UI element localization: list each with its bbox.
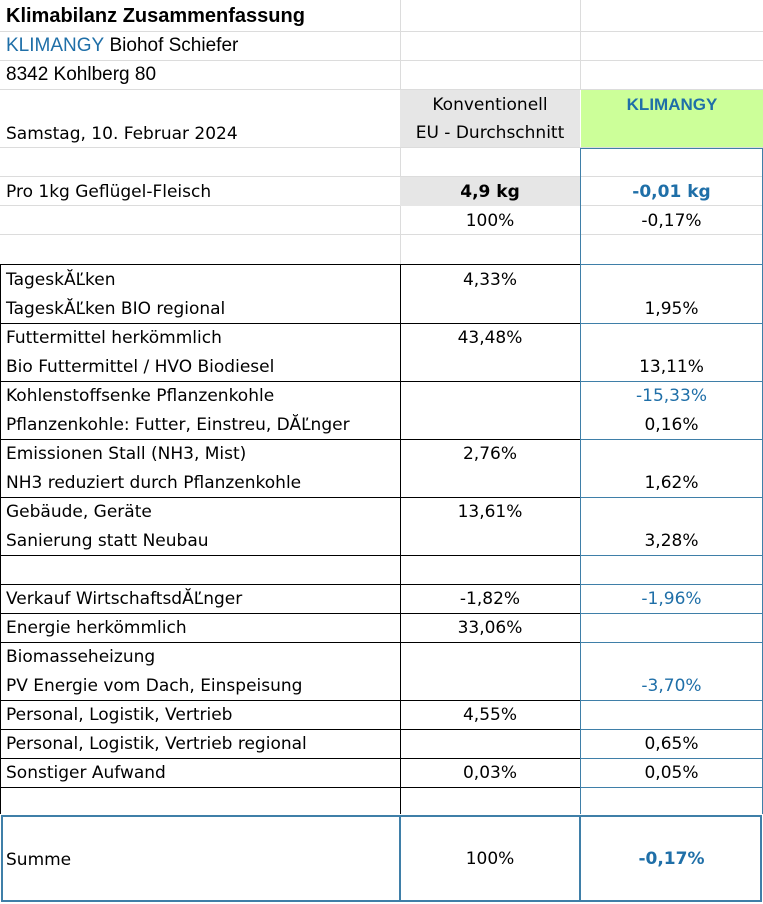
row-klimangy-cell: [580, 410, 763, 439]
company-cell: [0, 31, 400, 60]
address-cell: [0, 60, 400, 89]
row-klimangy-value: 3,28%: [644, 530, 699, 551]
table-row: [0, 294, 763, 323]
row-separator: [580, 439, 763, 440]
row-conventional-cell: [400, 352, 580, 381]
row-separator: [0, 613, 580, 614]
row-conventional-cell: [400, 323, 580, 352]
border-line: [400, 264, 401, 814]
row-conventional-value: 4,55%: [462, 704, 517, 725]
row-klimangy-value: 1,62%: [644, 472, 699, 493]
row-klimangy-cell: [580, 642, 763, 671]
row-klimangy-value: 0,65%: [644, 733, 699, 754]
row-conventional-value: 2,76%: [462, 443, 517, 464]
row-conventional-value: 13,61%: [457, 501, 523, 522]
row-klimangy-cell: [580, 729, 763, 758]
row-separator: [0, 381, 580, 382]
table-row: [0, 555, 763, 584]
row-separator: [0, 729, 580, 730]
row-label: TageskĂĽken BIO regional: [6, 298, 226, 319]
row-separator: [580, 381, 763, 382]
row-separator: [0, 323, 580, 324]
row-label-cell: [0, 410, 400, 439]
table-row: [0, 526, 763, 555]
address-row: [0, 60, 763, 89]
per-kg-conventional-pct: 100%: [465, 210, 515, 231]
row-klimangy-cell: [580, 584, 763, 613]
row-klimangy-cell: [580, 758, 763, 787]
row-label: Bio Futtermittel / HVO Biodiesel: [6, 356, 275, 377]
table-row: [0, 787, 763, 816]
row-conventional-value: 33,06%: [457, 617, 523, 638]
row-klimangy-cell: [580, 381, 763, 410]
per-kg-klimangy: -0,01 kg: [632, 181, 711, 202]
table-row: [0, 439, 763, 468]
row-conventional-cell: [400, 468, 580, 497]
row-separator: [0, 787, 580, 788]
border-line: [580, 148, 581, 814]
row-label: Emissionen Stall (NH3, Mist): [6, 443, 247, 464]
row-klimangy-cell: [580, 613, 763, 642]
row-label-cell: [0, 265, 400, 294]
summary-klimangy: -0,17%: [638, 849, 705, 869]
row-label: Gebäude, Geräte: [6, 501, 152, 522]
row-conventional-cell: [400, 729, 580, 758]
border-line: [0, 264, 580, 265]
row-klimangy-cell: [580, 294, 763, 323]
row-conventional-cell: [400, 526, 580, 555]
row-separator: [0, 700, 580, 701]
row-klimangy-cell: [580, 265, 763, 294]
row-separator: [0, 439, 580, 440]
date-cell: [0, 119, 400, 148]
row-separator: [0, 642, 580, 643]
row-separator: [0, 584, 580, 585]
row-label-cell: [0, 294, 400, 323]
row-klimangy-cell: [580, 526, 763, 555]
row-conventional-cell: [400, 294, 580, 323]
table-row: [0, 671, 763, 700]
row-label-cell: [0, 758, 400, 787]
row-label: NH3 reduziert durch Pflanzenkohle: [6, 472, 302, 493]
row-klimangy-value: -1,96%: [641, 588, 702, 609]
row-klimangy-cell: [580, 787, 763, 816]
row-label-cell: [0, 352, 400, 381]
summary-conventional: 100%: [465, 849, 515, 869]
row-conventional-cell: [400, 439, 580, 468]
row-conventional-cell: [400, 381, 580, 410]
row-separator: [0, 555, 580, 556]
row-klimangy-cell: [580, 555, 763, 584]
row-conventional-cell: [400, 584, 580, 613]
table-row: [0, 323, 763, 352]
row-conventional-value: 43,48%: [457, 327, 523, 348]
table-row: [0, 613, 763, 642]
row-conventional-cell: [400, 758, 580, 787]
row-label: Personal, Logistik, Vertrieb regional: [6, 733, 307, 754]
row-label: Kohlenstoffsenke Pflanzenkohle: [6, 385, 275, 406]
row-klimangy-cell: [580, 671, 763, 700]
title-row: [0, 2, 763, 31]
row-klimangy-value: 1,95%: [644, 298, 699, 319]
row-separator: [580, 787, 763, 788]
table-row: [0, 410, 763, 439]
table-row: [0, 642, 763, 671]
summary-border: [1, 815, 762, 902]
row-conventional-cell: [400, 265, 580, 294]
row-label-cell: [0, 555, 400, 584]
per-kg-row: [0, 177, 763, 206]
row-klimangy-value: 0,05%: [644, 762, 699, 783]
row-separator: [580, 323, 763, 324]
row-separator: [580, 555, 763, 556]
per-kg-klimangy-cell: [580, 177, 763, 206]
title-cell: [0, 2, 400, 31]
row-label: Sonstiger Aufwand: [6, 762, 166, 783]
border-line: [580, 264, 763, 265]
row-label: Sanierung statt Neubau: [6, 530, 209, 551]
row-label-cell: [0, 497, 400, 526]
summary-divider: [579, 815, 581, 902]
row-klimangy-value: -15,33%: [636, 385, 707, 406]
row-label: Pflanzenkohle: Futter, Einstreu, DĂĽnger: [6, 414, 350, 435]
row-klimangy-cell: [580, 323, 763, 352]
row-klimangy-cell: [580, 468, 763, 497]
per-kg-label-cell: [0, 177, 400, 206]
row-label: Personal, Logistik, Vertrieb: [6, 704, 233, 725]
row-klimangy-cell: [580, 439, 763, 468]
border-line: [0, 264, 1, 814]
row-conventional-cell: [400, 642, 580, 671]
row-label-cell: [0, 439, 400, 468]
row-klimangy-cell: [580, 352, 763, 381]
row-separator: [580, 497, 763, 498]
row-separator: [580, 642, 763, 643]
row-klimangy-value: 0,16%: [644, 414, 699, 435]
row-conventional-cell: [400, 497, 580, 526]
table-row: [0, 381, 763, 410]
row-klimangy-value: -3,70%: [641, 675, 702, 696]
summary-label: Summe: [6, 850, 72, 870]
row-label: Biomasseheizung: [6, 646, 156, 667]
row-separator: [580, 613, 763, 614]
row-separator: [580, 700, 763, 701]
table-row: [0, 700, 763, 729]
row-conventional-value: 4,33%: [462, 269, 517, 290]
klimangy-header: [581, 94, 763, 116]
row-label-cell: [0, 671, 400, 700]
table-row: [0, 468, 763, 497]
row-klimangy-cell: [580, 700, 763, 729]
per-kg-conventional-cell: [400, 177, 580, 206]
brand-name: KLIMANGY: [6, 34, 105, 56]
row-label-cell: [0, 526, 400, 555]
row-label-cell: [0, 642, 400, 671]
row-label: Energie herkömmlich: [6, 617, 187, 638]
summary-divider: [399, 815, 401, 902]
table-row: [0, 758, 763, 787]
table-row: [0, 497, 763, 526]
row-conventional-cell: [400, 613, 580, 642]
row-label-cell: [0, 613, 400, 642]
row-conventional-cell: [400, 787, 580, 816]
per-kg-label: Pro 1kg Geflügel-Fleisch: [6, 181, 212, 202]
row-conventional-cell: [400, 410, 580, 439]
row-conventional-cell: [400, 555, 580, 584]
per-kg-klimangy-pct: -0,17%: [641, 210, 702, 231]
company-name: Biohof Schiefer: [104, 34, 239, 56]
row-label: TageskĂĽken: [6, 269, 116, 290]
row-separator: [580, 584, 763, 585]
per-kg-klimangy-pct-cell: [580, 206, 763, 235]
row-label-cell: [0, 323, 400, 352]
row-label-cell: [0, 729, 400, 758]
row-conventional-cell: [400, 671, 580, 700]
border-line: [580, 148, 763, 149]
row-klimangy-value: 13,11%: [639, 356, 704, 377]
row-label-cell: [0, 700, 400, 729]
per-kg-pct-row: [0, 206, 763, 235]
row-separator: [580, 729, 763, 730]
row-label-cell: [0, 468, 400, 497]
per-kg-conventional: 4,9 kg: [460, 181, 520, 202]
row-conventional-cell: [400, 700, 580, 729]
conventional-header-line2: EU - Durchschnitt: [415, 122, 565, 143]
address: 8342 Kohlberg 80: [6, 63, 157, 85]
table-row: [0, 265, 763, 294]
row-klimangy-cell: [580, 497, 763, 526]
row-separator: [0, 497, 580, 498]
row-label: Verkauf WirtschaftsdĂĽnger: [6, 588, 243, 609]
table-row: [0, 729, 763, 758]
page-title: Klimabilanz Zusammenfassung: [6, 5, 305, 27]
row-label-cell: [0, 381, 400, 410]
row-conventional-value: -1,82%: [459, 588, 521, 609]
date-row: [0, 119, 763, 148]
row-separator: [580, 758, 763, 759]
row-conventional-value: 0,03%: [462, 762, 517, 783]
klimangy-header-label: KLIMANGY: [626, 95, 718, 114]
company-row: [0, 31, 763, 60]
row-label: Futtermittel herkömmlich: [6, 327, 222, 348]
row-separator: [0, 758, 580, 759]
per-kg-conventional-pct-cell: [400, 206, 580, 235]
row-label-cell: [0, 787, 400, 816]
conventional-header-line1: Konventionell: [432, 94, 548, 115]
row-label: PV Energie vom Dach, Einspeisung: [6, 675, 303, 696]
report-date: Samstag, 10. Februar 2024: [6, 123, 238, 144]
table-row: [0, 352, 763, 381]
row-label-cell: [0, 584, 400, 613]
table-row: [0, 584, 763, 613]
